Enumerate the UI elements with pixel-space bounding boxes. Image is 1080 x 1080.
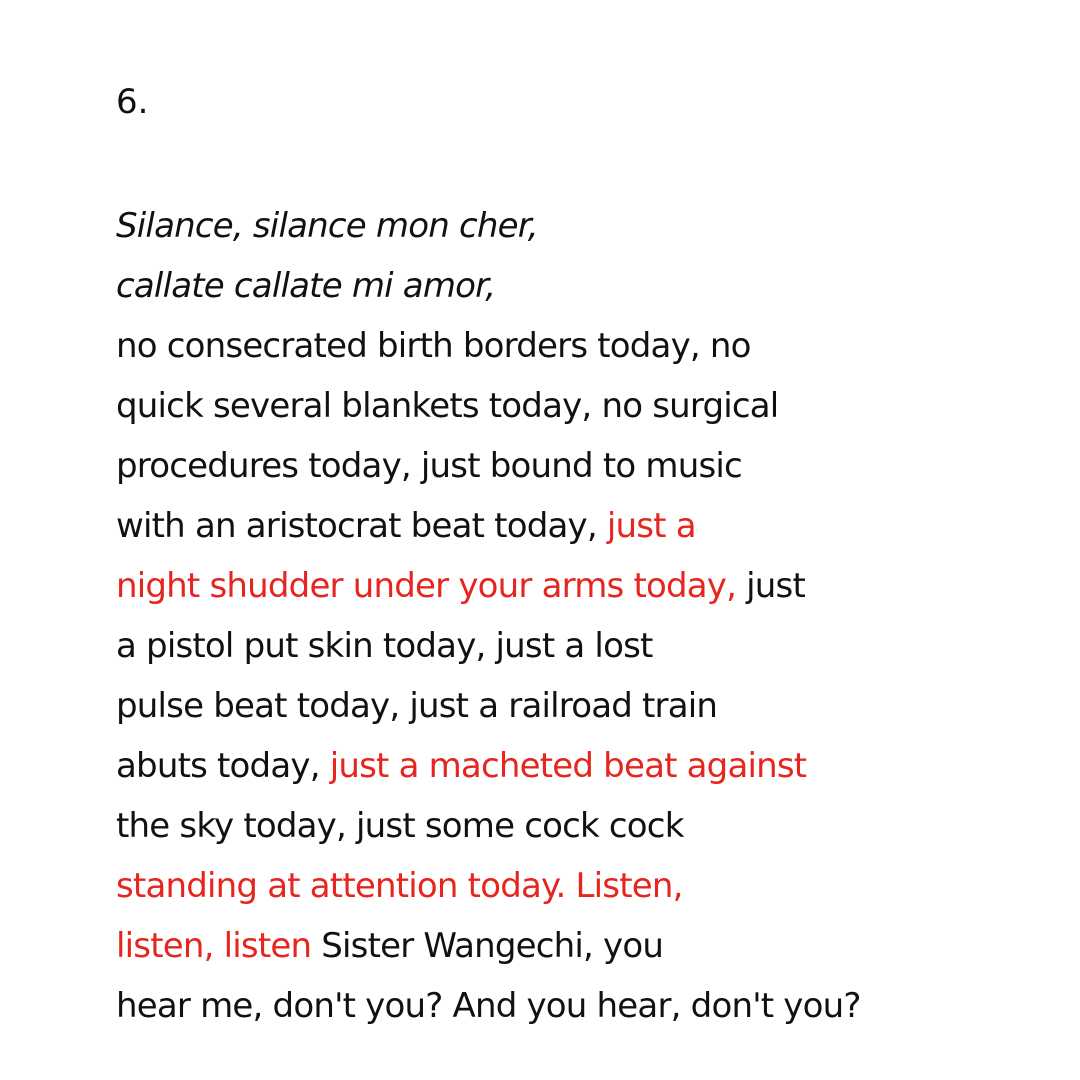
line-segment: Sister Wangechi, you: [311, 926, 664, 966]
poem-body: [116, 196, 1036, 1036]
line-segment: callate callate mi amor,: [116, 266, 496, 306]
line-segment: quick several blankets today, no surgical: [116, 386, 779, 426]
section-number: 6.: [116, 82, 149, 122]
poem-line: [116, 436, 1036, 496]
poem-line: [116, 736, 1036, 796]
line-segment: hear me, don't you? And you hear, don't you?: [116, 986, 861, 1026]
highlighted-segment: just a macheted beat against: [329, 746, 807, 786]
line-segment: abuts today,: [116, 746, 330, 786]
line-segment: pulse beat today, just a railroad train: [116, 686, 718, 726]
poem-line: [116, 496, 1036, 556]
poem-line: [116, 676, 1036, 736]
line-segment: a pistol put skin today, just a lost: [116, 626, 653, 666]
highlighted-segment: night shudder under your arms today,: [116, 566, 737, 606]
line-segment: no consecrated birth borders today, no: [116, 326, 751, 366]
line-segment: the sky today, just some cock cock: [116, 806, 684, 846]
poem-line: [116, 916, 1036, 976]
highlighted-segment: listen, listen: [116, 926, 312, 966]
poem-line: [116, 796, 1036, 856]
poem-line: [116, 256, 1036, 316]
line-segment: procedures today, just bound to music: [116, 446, 742, 486]
line-segment: Silance, silance mon cher,: [116, 206, 538, 246]
line-segment: just: [736, 566, 805, 606]
poem-line: [116, 556, 1036, 616]
poem-line: [116, 316, 1036, 376]
poem-line: [116, 616, 1036, 676]
poem-line: [116, 376, 1036, 436]
poem-line: [116, 196, 1036, 256]
highlighted-segment: standing at attention today. Listen,: [116, 866, 683, 906]
poem-line: [116, 856, 1036, 916]
poem-line: [116, 976, 1036, 1036]
line-segment: with an aristocrat beat today,: [116, 506, 607, 546]
highlighted-segment: just a: [606, 506, 696, 546]
